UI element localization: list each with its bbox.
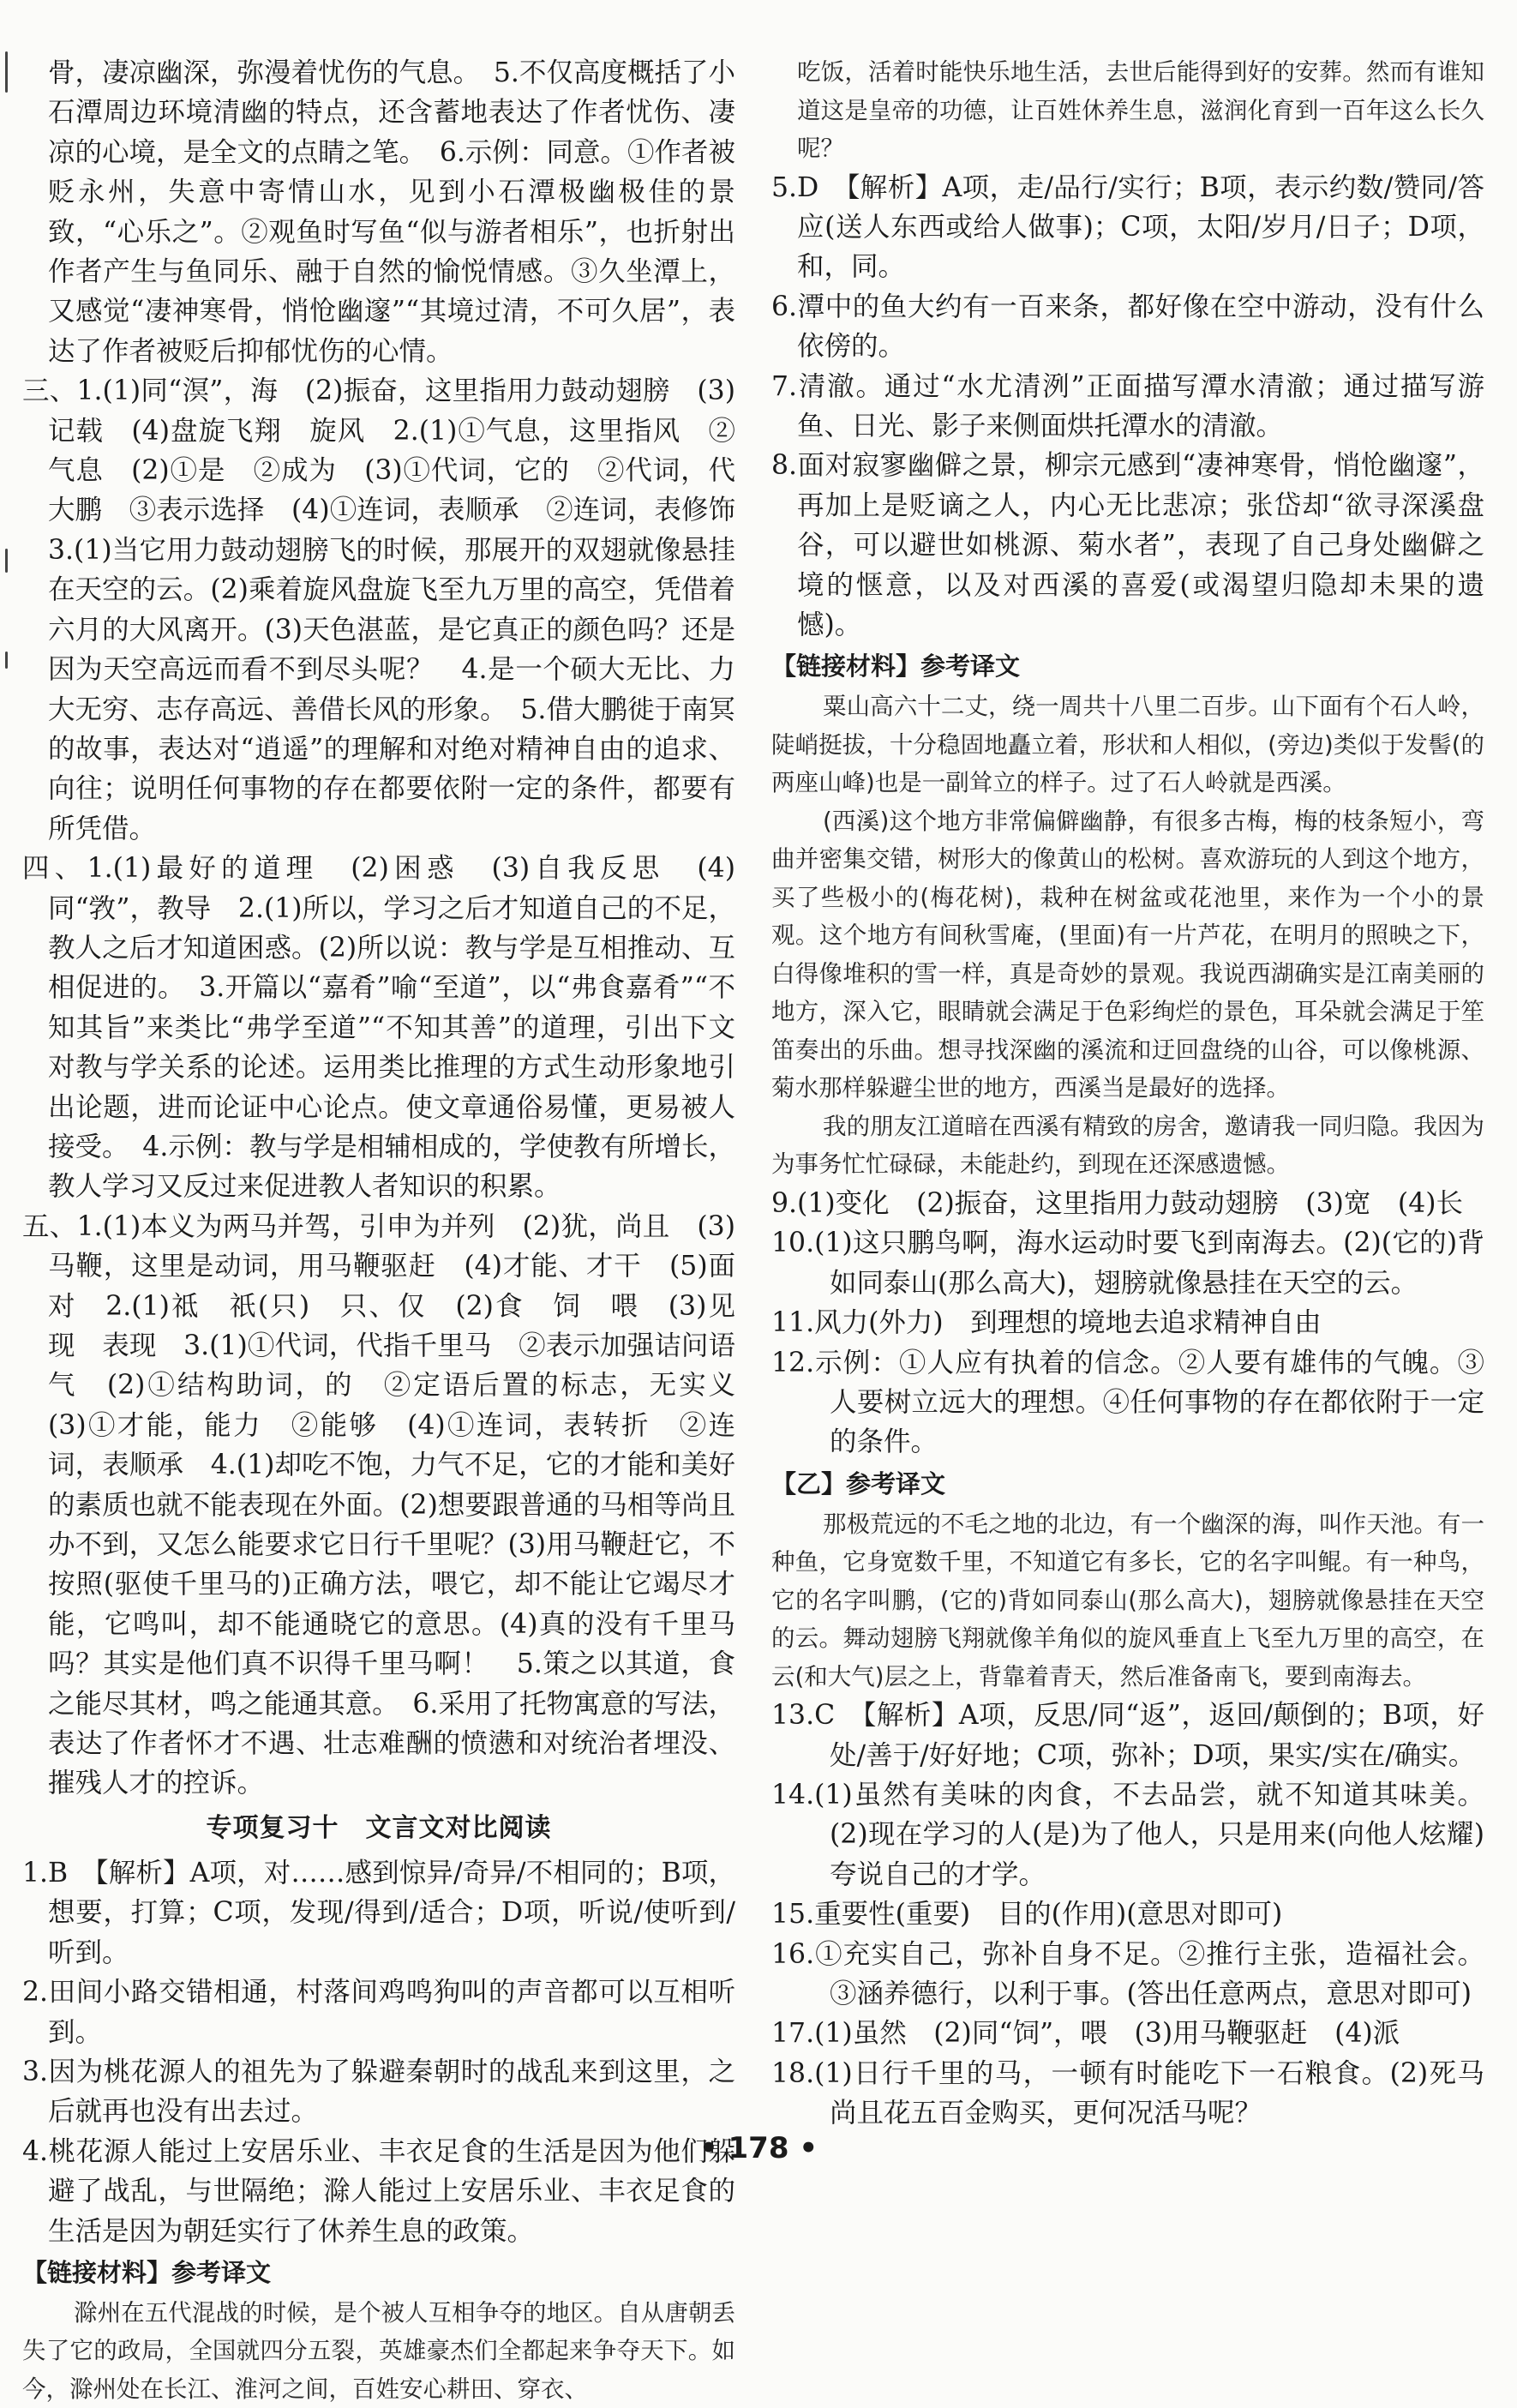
answer-q16: 16.①充实自己，弥补自身不足。②推行主张，造福社会。③涵养德行，以利于事。(答出任意两点，意思对即可) [771, 1938, 1484, 2010]
answer-q1: 1.B 【解析】A项，对……感到惊异/奇异/不相同的；B项，想要，打算；C项，发现/得到/适合；D项，听说/使听到/听到。 [22, 1857, 735, 1968]
link-material-heading: 【链接材料】参考译文 [771, 652, 1021, 682]
answer-q3: 3.因为桃花源人的祖先为了躲避秦朝时的战乱来到这里，之后就再也没有出去过。 [22, 2056, 735, 2128]
answer-q18: 18.(1)日行千里的马，一顿有时能吃下一石粮食。(2)死马尚且花五百金购买，更何况活马呢？ [771, 2057, 1484, 2129]
section-title: 专项复习十 文言文对比阅读 [206, 1812, 552, 1843]
answer-q8: 8.面对寂寥幽僻之景，柳宗元感到“凄神寒骨，悄怆幽邃”，再加上是贬谪之人，内心无比悲凉；张岱却“欲寻深溪盘谷，可以避世如桃源、菊水者”，表现了自己身处幽僻之境的惬意，以及对西溪的喜爱(或渴望归隐却未果的遗憾)。 [771, 450, 1484, 640]
yi-translation-text: 那极荒远的不毛之地的北边，有一个幽深的海，叫作天池。有一种鱼，它身宽数千里，不知道它有多长，它的名字叫鲲。有一种鸟，它的名字叫鹏，(它的)背如同泰山(那么高大)，翅膀就像悬挂在天空的云。舞动翅膀飞翔就像羊角似的旋风垂直上飞至九万里的高空，在云(和大气)层之上，背靠着青天，然后准备南飞，要到南海去。 [771, 1510, 1484, 1690]
answer-q2: 2.田间小路交错相通，村落间鸡鸣狗叫的声音都可以互相听到。 [22, 1977, 735, 2048]
answer-q6: 6.潭中的鱼大约有一百来条，都好像在空中游动，没有什么依傍的。 [771, 291, 1484, 363]
binding-mark [5, 51, 8, 93]
answer-q7: 7.清澈。通过“水尤清洌”正面描写潭水清澈；通过描写游鱼、日光、影子来侧面烘托潭水的清澈。 [771, 370, 1484, 441]
link-material-paragraph: (西溪)这个地方非常偏僻幽静，有很多古梅，梅的枝条短小，弯曲并密集交错，树形大的像黄山的松树。喜欢游玩的人到这个地方，买了些极小的(梅花树)，栽种在树盆或花池里，来作为一个小的景观。这个地方有间秋雪庵，(里面)有一片芦花，在明月的照映之下，白得像堆积的雪一样，真是奇妙的景观。我说西湖确实是江南美丽的地方，深入它，眼睛就会满足于色彩绚烂的景色，耳朵就会满足于笙笛奏出的乐曲。想寻找深幽的溪流和迂回盘绕的山谷，可以像桃源、菊水那样躲避尘世的地方，西溪当是最好的选择。 [771, 807, 1484, 1102]
answer-q10: 10.(1)这只鹏鸟啊，海水运动时要飞到南海去。(2)(它的)背如同泰山(那么高大)，翅膀就像悬挂在天空的云。 [771, 1228, 1484, 1299]
translation-continuation: 吃饭，活着时能快乐地生活，去世后能得到好的安葬。然而有谁知道这是皇帝的功德，让百姓休养生息，滋润化育到一百年这么长久呢？ [797, 58, 1484, 162]
answer-q9: 9.(1)变化 (2)振奋，这里指用力鼓动翅膀 (3)宽 (4)长 [771, 1187, 1464, 1219]
answer-section-5: 五、1.(1)本义为两马并驾，引申为并列 (2)犹，尚且 (3)马鞭，这里是动词，用马鞭驱赶 (4)才能、才干 (5)面对 2.(1)祗 祇(只) 只、仅 (2)食 饲 喂 (3)见 现 表现 3.(1)①代词，代指千里马 ②表示加强诘问语气 (2)①结构助词，的 ②定语后置的标志，无实义 (3)①才能，能力 ②能够 (4)①连词，表转折 ②连词，表顺承 4.(1)却吃不饱，力气不足，它的才能和美好的素质也就不能表现在外面。(2)想要跟普通的马相等尚且办不到，又怎么能要求它日行千里呢？(3)用马鞭赶它，不按照(驱使千里马的)正确方法，喂它，却不能让它竭尽才能，它鸣叫，却不能通晓它的意思。(4)真的没有千里马吗？其实是他们真不识得千里马啊！ 5.策之以其道，食之能尽其材，鸣之能通其意。 6.采用了托物寓意的写法，表达了作者怀才不遇、壮志难酬的愤懑和对统治者埋没、摧残人才的控诉。 [22, 1210, 763, 1799]
link-material-heading: 【链接材料】参考译文 [22, 2257, 272, 2287]
answer-q15: 15.重要性(重要) 目的(作用)(意思对即可) [771, 1899, 1283, 1931]
binding-mark [5, 549, 8, 573]
binding-mark [5, 652, 8, 669]
link-material-paragraph: 我的朋友江道暗在西溪有精致的房舍，邀请我一同归隐。我因为为事务忙忙碌碌，未能赴约，到现在还深感遗憾。 [771, 1112, 1484, 1179]
right-column [771, 53, 1484, 2134]
answer-section-4: 四、1.(1)最好的道理 (2)困惑 (3)自我反思 (4)同“敩”，教导 2.(1)所以，学习之后才知道自己的不足，教人之后才知道困惑。(2)所以说：教与学是互相推动、互相促进的。 3.开篇以“嘉肴”喻“至道”，以“弗食嘉肴”“不知其旨”来类比“弗学至道”“不知其善”的道理，引出下文对教与学关系的论述。运用类比推理的方式生动形象地引出论题，进而论证中心论点。使文章通俗易懂，更易被人接受。 4.示例：教与学是相辅相成的，学使教有所增长，教人学习又反过来促进教人者知识的积累。 [22, 853, 735, 1203]
link-material-paragraph: 粟山高六十二丈，绕一周共十八里二百步。山下面有个石人岭，陡峭挺拔，十分稳固地矗立着，形状和人相似，(旁边)类似于发髻(的两座山峰)也是一副耸立的样子。过了石人岭就是西溪。 [771, 693, 1484, 797]
answer-q5: 5.D 【解析】A项，走/品行/实行；B项，表示约数/赞同/答应(送人东西或给人做事)；C项，太阳/岁月/日子；D项，和，同。 [771, 171, 1484, 283]
link-material-translation: 滁州在五代混战的时候，是个被人互相争夺的地区。自从唐朝丢失了它的政局，全国就四分五裂，英雄豪杰们全都起来争夺天下。如今，滁州处在长江、淮河之间，百姓安心耕田、穿衣、 [22, 2298, 735, 2403]
yi-translation-heading: 【乙】参考译文 [771, 1468, 946, 1498]
answer-q11: 11.风力(外力) 到理想的境地去追求精神自由 [771, 1307, 1322, 1339]
page-number: • 178 • [699, 2131, 818, 2165]
answer-q17: 17.(1)虽然 (2)同“饲”，喂 (3)用马鞭驱赶 (4)派 [771, 2018, 1400, 2050]
answer-q13: 13.C 【解析】A项，反思/同“返”，返回/颠倒的；B项，好处/善于/好好地；C项，弥补；D项，果实/实在/确实。 [771, 1700, 1484, 1771]
answer-section-3: 三、1.(1)同“溟”，海 (2)振奋，这里指用力鼓动翅膀 (3)记载 (4)盘旋飞翔 旋风 2.(1)①气息，这里指风 ②气息 (2)①是 ②成为 (3)①代词，它的 ②代词，代大鹏 ③表示选择 (4)①连词，表顺承 ②连词，表修饰 3.(1)当它用力鼓动翅膀飞的时候，那展开的双翅就像悬挂在天空的云。(2)乘着旋风盘旋飞至九万里的高空，凭借着六月的大风离开。(3)天色湛蓝，是它真正的颜色吗？还是因为天空高远而看不到尽头呢？ 4.是一个硕大无比、力大无穷、志存高远、善借长风的形象。 5.借大鹏徙于南冥的故事，表达对“逍遥”的理解和对绝对精神自由的追求、向往；说明任何事物的存在都要依附一定的条件，都要有所凭借。 [22, 375, 763, 844]
answer-q14: 14.(1)虽然有美味的肉食，不去品尝，就不知道其味美。(2)现在学习的人(是)为了他人，只是用来(向他人炫耀)夸说自己的才学。 [771, 1780, 1484, 1890]
answer-q4: 4.桃花源人能过上安居乐业、丰衣足食的生活是因为他们躲避了战乱，与世隔绝；滁人能过上安居乐业、丰衣足食的生活是因为朝廷实行了休养生息的政策。 [22, 2135, 735, 2247]
binding-margin [0, 0, 12, 2199]
answer-continuation: 骨，凄凉幽深，弥漫着忧伤的气息。 5.不仅高度概括了小石潭周边环境清幽的特点，还含蓄地表达了作者忧伤、凄凉的心境，是全文的点睛之笔。 6.示例：同意。①作者被贬永州，失意中寄情山水，见到小石潭极幽极佳的景致，“心乐之”。②观鱼时写鱼“似与游者相乐”，也折射出作者产生与鱼同乐、融于自然的愉悦情感。③久坐潭上，又感觉“凄神寒骨，悄怆幽邃”“其境过清，不可久居”，表达了作者被贬后抑郁忧伤的心情。 [48, 57, 735, 367]
answer-q12: 12.示例：①人应有执着的信念。②人要有雄伟的气魄。③人要树立远大的理想。④任何事物的存在都依附于一定的条件。 [771, 1347, 1484, 1458]
